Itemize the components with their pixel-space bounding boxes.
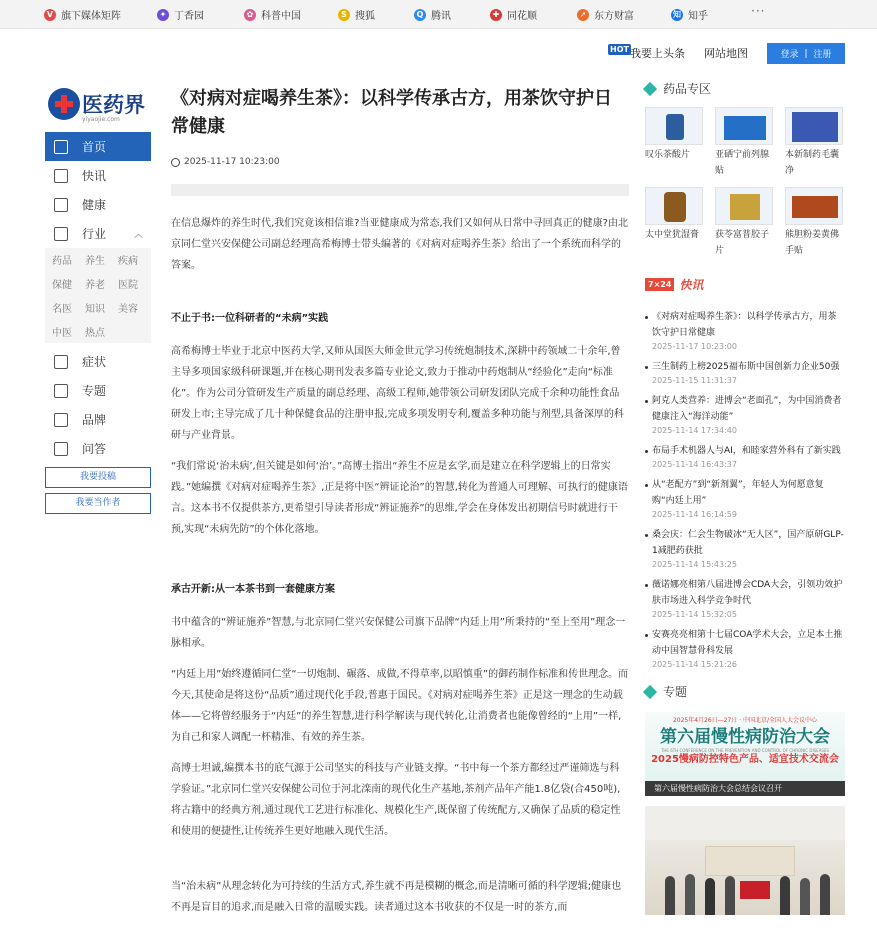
product-image (645, 187, 703, 225)
topbar-link-dxy[interactable] (157, 7, 204, 22)
article-title: 《对病对症喝养生茶》：以科学传承古方，用茶饮守护日常健康 (171, 88, 612, 137)
article-paragraph: 在信息爆炸的养生时代,我们究竟该相信谁?当亚健康成为常态,我们又如何从日常中寻回真正的健康?由北京同仁堂兴安保健公司副总经理高希梅博士带头编著的《对病对症喝养生茶》给出了一个系统而科学的答案。 (171, 218, 628, 271)
industry-subnav (45, 248, 151, 343)
product-name: 获苓富普胶子片 (715, 230, 770, 256)
nav-label: 首页 (82, 140, 107, 154)
product-name: 叹乐茶酸片 (645, 150, 691, 160)
nav-label: 健康 (82, 198, 107, 212)
nav-item-qa[interactable] (45, 434, 151, 463)
product-name: 亚硒宁前列腺贴 (715, 150, 770, 176)
site-logo[interactable] (48, 88, 145, 123)
industry-icon (54, 227, 68, 241)
news-title: 阿克人类营养：进博会“老面孔”，为中国消费者健康注入“海洋动能” (645, 393, 845, 425)
topbar-link-tencent[interactable] (414, 7, 451, 22)
subnav-item[interactable]: 养老 (85, 280, 105, 291)
nav-item-topic[interactable] (45, 376, 151, 405)
news-item[interactable] (645, 527, 845, 571)
nav-label: 症状 (82, 355, 107, 369)
headline-link[interactable]: 我要上头条 (630, 47, 685, 60)
article (171, 85, 629, 928)
chevron-up-icon[interactable]: ︿ (133, 230, 143, 240)
nav-item-health[interactable] (45, 190, 151, 219)
dxy-icon: ✦ (157, 9, 169, 21)
topbar-label: 同花顺 (507, 11, 537, 22)
topbar-label: 科普中国 (261, 11, 301, 22)
product-image (715, 187, 773, 225)
product-name: 本新制药毛囊净 (785, 150, 840, 176)
logo-subtitle: yiyaojie.com (82, 116, 120, 123)
tencent-icon: Q (414, 9, 426, 21)
become-author-button[interactable]: 我要当作者 (45, 493, 151, 514)
product-card[interactable] (715, 107, 775, 179)
qa-icon (54, 442, 68, 456)
subnav-item[interactable]: 中医 (52, 328, 72, 339)
nav-label: 问答 (82, 442, 107, 456)
banner-subtitle: 2025慢病防控特色产品、适宜技术交流会 (651, 754, 839, 765)
news-date: 2025-11-14 15:43:25 (652, 560, 737, 569)
news-title: 安赛亮亮相第十七届COA学术大会，立足本土推动中国智慧骨科发展 (645, 627, 845, 659)
flash-news-list (645, 309, 845, 671)
product-name: 太中堂犹湿膏 (645, 230, 700, 240)
nav-item-symptom[interactable] (45, 347, 151, 376)
article-paragraph: 高希梅博士毕业于北京中医药大学,又师从国医大师金世元学习传统炮制技术,深耕中药领域二十余年,曾主导多项国家级科研课题,并在核心期刊发表多篇专业论文,致力于推动中药炮制从“经验化”走向“标准化”。作为公司分管研发生产质量的副总经理、高级工程师,她带领公司研发团队完成千余种功能性食品研发上市;主导完成了几十种保健食品的注册申报,完成多项发明专利,覆盖多种功能与剂型,具备深厚的科研与产业背景。 (171, 346, 624, 441)
logo-text: 医药界 (82, 92, 145, 117)
red-cross-logo-icon (48, 88, 80, 120)
article-paragraph: 书中蕴含的“辨证施养”智慧,与北京同仁堂兴安保健公司旗下品牌“内廷上用”所秉持的“至上至用”理念一脉相承。 (171, 617, 626, 649)
subnav-item[interactable]: 保健 (52, 280, 72, 291)
subnav-item[interactable]: 名医 (52, 304, 72, 315)
product-name: 熊胆粉姜黄佛手贴 (785, 230, 840, 256)
product-image (645, 107, 703, 145)
flash-badge: 7×24 (645, 278, 674, 291)
site-header (0, 42, 877, 66)
section-title: 药品专区 (663, 82, 712, 96)
clock-icon (171, 158, 180, 167)
left-nav (45, 132, 151, 519)
news-date: 2025-11-14 15:32:05 (652, 610, 737, 619)
right-sidebar (645, 80, 845, 915)
topbar-link-zhihu[interactable] (671, 7, 708, 22)
topic-icon (54, 384, 68, 398)
banner-caption: 第六届慢性病防治大会总结会议召开 (645, 781, 845, 796)
subnav-item[interactable]: 热点 (85, 328, 105, 339)
subnav-item[interactable]: 美容 (118, 304, 138, 315)
brand-icon (54, 413, 68, 427)
subnav-item[interactable]: 养生 (85, 256, 105, 267)
topbar-label: 丁香园 (174, 11, 204, 22)
product-grid (645, 107, 845, 259)
top-bar (0, 0, 877, 29)
diamond-icon (643, 684, 657, 698)
topic-banner[interactable] (645, 712, 845, 796)
more-icon[interactable]: ··· (751, 4, 766, 18)
news-date: 2025-11-14 16:14:59 (652, 510, 737, 519)
health-icon (54, 198, 68, 212)
article-subheading: 承古开新:从一本茶书到一套健康方案 (171, 584, 335, 595)
news-date: 2025-11-14 15:21:26 (652, 660, 737, 669)
product-card[interactable] (715, 187, 775, 259)
diamond-icon (643, 81, 657, 95)
topbar-label: 东方财富 (594, 11, 634, 22)
article-paragraph: “我们常说‘治未病’,但关键是如何‘治’。”高博士指出“养生不应是玄学,而是建立在科学逻辑上的日常实践。”她编撰《对病对症喝养生茶》,正是将中医“辨证论治”的智慧,转化为普通人可理解、可执行的健康语言。这本书不仅提供茶方,更希望引导读者形成“辨证施养”的思维,学会在身体发出初期信号时就进行干预,实现“未病先防”的个体化落地。 (171, 461, 628, 535)
news-date: 2025-11-14 17:34:40 (652, 426, 737, 435)
product-card[interactable] (785, 107, 845, 179)
news-date: 2025-11-17 10:23:00 (652, 342, 737, 351)
product-image (785, 107, 843, 145)
product-card[interactable] (785, 187, 845, 259)
separator: | (804, 48, 808, 59)
date-text: 2025-11-17 10:23:00 (184, 157, 280, 167)
nav-label: 快讯 (82, 169, 107, 183)
news-date: 2025-11-15 11:31:37 (652, 376, 737, 385)
nav-item-brand[interactable] (45, 405, 151, 434)
news-item[interactable] (645, 477, 845, 521)
topbar-link-media[interactable] (44, 7, 121, 22)
news-title: 桑会庆：仁会生物破冰“无人区”，国产原研GLP-1减肥药获批 (645, 527, 845, 559)
sitemap-link[interactable]: 网站地图 (704, 47, 748, 60)
sohu-icon: S (338, 9, 350, 21)
article-paragraph: 当“治未病”从理念转化为可持续的生活方式,养生就不再是模糊的概念,而是清晰可循的科学逻辑;健康也不再是盲目的追求,而是融入日常的温暖实践。读者通过这本书收获的不仅是一时的茶方,而 (171, 881, 622, 913)
news-title: 《对病对症喝养生茶》：以科学传承古方，用茶饮守护日常健康 (645, 309, 845, 341)
flash-title: 快讯 (679, 278, 704, 292)
login-box (767, 43, 845, 64)
article-paragraph: “内廷上用”始终遵循同仁堂“一切炮制、碾落、成做,不得草率,以昭慎重”的御药制作标准和传世理念。而今天,其使命是将这份“品质”通过现代化手段,普惠于国民。《对病对症喝养生茶》正是这一理念的生动载体——它将曾经服务于“内廷”的养生智慧,进行科学解读与现代转化,让消费者也能像曾经的“上用”一样,为自己和家人调配一杯精准、有效的养生茶。 (171, 669, 629, 743)
topbar-link-eastmoney[interactable] (577, 7, 634, 22)
subnav-item[interactable]: 知识 (85, 304, 105, 315)
product-image (715, 107, 773, 145)
nav-label: 专题 (82, 384, 107, 398)
topbar-label: 腾讯 (431, 11, 451, 22)
topbar-link-sohu[interactable] (338, 7, 375, 22)
group-photo-image[interactable] (645, 806, 845, 915)
submit-article-button[interactable]: 我要投稿 (45, 467, 151, 488)
banner-english: THE 6TH CONFERENCE ON THE PREVENTION AND CONTROL OF CHRONIC DISEASES (660, 748, 830, 753)
hot-badge: HOT (610, 45, 629, 54)
news-item[interactable] (645, 577, 845, 621)
subnav-item[interactable]: 医院 (118, 280, 138, 291)
product-card[interactable] (645, 187, 705, 259)
topbar-link-kepu[interactable] (244, 7, 301, 22)
nav-item-news[interactable] (45, 161, 151, 190)
news-title: 三生制药上榜2025福布斯中国创新力企业50强 (645, 359, 845, 375)
register-button[interactable]: 注册 (813, 50, 832, 60)
topics-header (645, 683, 845, 700)
news-date: 2025-11-14 16:43:37 (652, 460, 737, 469)
article-divider-bar (171, 184, 629, 196)
kepu-icon: ✿ (244, 9, 256, 21)
subnav-item[interactable]: 疾病 (118, 256, 138, 267)
news-item[interactable] (645, 359, 845, 387)
home-icon (54, 140, 68, 154)
subnav-item[interactable]: 药品 (52, 256, 72, 267)
zhihu-icon: 知 (673, 9, 681, 19)
topbar-label: 知乎 (688, 11, 708, 22)
eastmoney-icon: ➚ (577, 9, 589, 21)
news-item[interactable] (645, 627, 845, 671)
news-title: 薇诺娜亮相第八届进博会CDA大会，引领功效护肤市场进入科学竞争时代 (645, 577, 845, 609)
media-matrix-icon: V (44, 9, 56, 21)
nav-label: 品牌 (82, 413, 107, 427)
login-button[interactable]: 登录 (780, 50, 799, 60)
topbar-label: 旗下媒体矩阵 (61, 11, 121, 22)
article-date (171, 157, 629, 167)
news-item[interactable] (645, 443, 845, 471)
flash-news-header (645, 276, 845, 293)
section-title: 专题 (663, 685, 688, 699)
news-item[interactable] (645, 393, 845, 437)
banner-date-line: 2025年4月26日—27日 · 中国北京/全国人大会议中心 (672, 717, 818, 724)
news-icon (54, 169, 68, 183)
topbar-label: 搜狐 (355, 11, 375, 22)
banner-title: 第六届慢性病防治大会 (660, 727, 830, 747)
nav-label: 行业 (82, 227, 107, 241)
article-subheading: 不止于书:一位科研者的“未病”实践 (171, 313, 329, 324)
symptom-icon (54, 355, 68, 369)
product-image (785, 187, 843, 225)
news-title: 从“老配方”到“新剂翼”，年轻人为何愿意复购“内廷上用” (645, 477, 845, 509)
nav-item-home[interactable] (45, 132, 151, 161)
product-card[interactable] (645, 107, 705, 179)
article-paragraph: 高博士坦诚,编撰本书的底气源于公司坚实的科技与产业链支撑。“书中每一个茶方都经过严谨筛选与科学验证。”北京同仁堂兴安保健公司位于河北滦南的现代化生产基地,茶剂产品年产能1.8亿袋(合450吨),将古籍中的经典方剂,通过现代工艺进行标准化、规模化生产,既保留了传统配方,又确保了品质的稳定性和使用的便捷性,让传统养生更好地融入现代生活。 (171, 763, 621, 837)
news-item[interactable] (645, 309, 845, 353)
nav-item-industry[interactable] (45, 219, 151, 248)
news-title: 布局手术机器人与AI，和睦家营外科有了新实践 (645, 443, 845, 459)
products-header (645, 80, 845, 97)
topbar-link-ths[interactable] (490, 7, 537, 22)
tonghuashun-icon: ✚ (490, 9, 502, 21)
